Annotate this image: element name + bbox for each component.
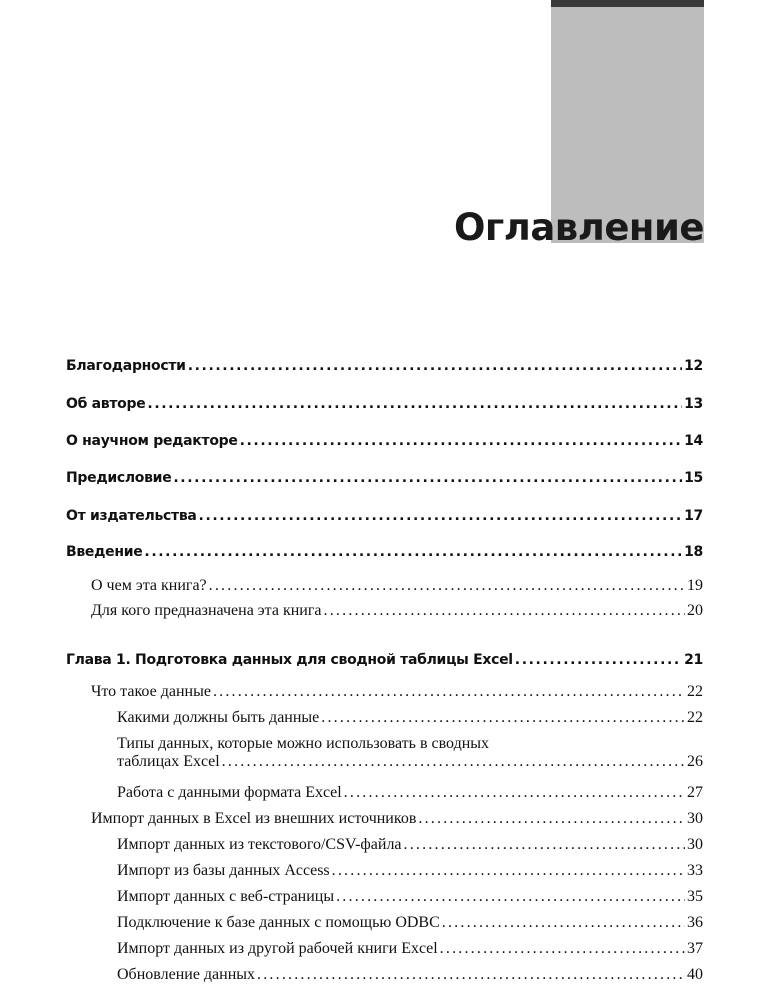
toc-leader-dots (144, 544, 682, 560)
toc-entry[interactable] (91, 577, 703, 595)
toc-entry-page: 19 (687, 577, 703, 594)
toc-entry-label: Подключение к базе данных с помощью ODBC (117, 914, 440, 931)
toc-entry[interactable] (66, 508, 703, 524)
toc-entry-label-line1: Типы данных, которые можно использовать в сводных (117, 735, 490, 752)
toc-leader-dots (321, 709, 685, 727)
toc-entry-label: Предисловие (66, 470, 172, 486)
toc-entry[interactable] (66, 433, 703, 449)
toc-leader-dots (344, 784, 685, 802)
toc-entry-page: 18 (684, 544, 703, 560)
toc-entry-page: 20 (687, 602, 703, 619)
toc-leader-dots (442, 914, 685, 932)
toc-leader-dots (173, 470, 682, 486)
toc-entry-page: 21 (684, 652, 703, 668)
toc-entry-label: Импорт данных в Excel из внешних источников (91, 810, 417, 827)
toc-entry-page: 26 (687, 753, 703, 770)
toc-entry[interactable] (66, 544, 703, 560)
toc-entry-label: Глава 1. Подготовка данных для сводной таблицы Excel (66, 652, 513, 668)
toc-entry-page: 13 (684, 396, 703, 412)
toc-entry-label: Введение (66, 544, 143, 560)
toc-entry[interactable] (117, 784, 703, 802)
toc-leader-dots (418, 810, 685, 828)
toc-leader-dots (147, 396, 682, 412)
header-top-bar (551, 0, 704, 7)
toc-entry-label: Импорт данных из другой рабочей книги Excel (117, 940, 438, 957)
toc-entry-page: 37 (687, 940, 703, 957)
toc-entry-label-line2: таблицах Excel (117, 753, 220, 770)
toc-entry-page: 40 (687, 966, 703, 983)
toc-entry[interactable] (66, 358, 703, 374)
toc-entry-page: 14 (684, 433, 703, 449)
toc-entry-label: О чем эта книга? (91, 577, 207, 594)
toc-entry-page: 33 (687, 862, 703, 879)
toc-leader-dots (324, 602, 685, 620)
toc-entry-label: Работа с данными формата Excel (117, 784, 342, 801)
toc-entry[interactable] (117, 836, 703, 854)
toc-leader-dots (199, 508, 683, 524)
toc-leader-dots (336, 888, 685, 906)
toc-entry[interactable] (117, 862, 703, 880)
toc-entry-label: Импорт из базы данных Access (117, 862, 330, 879)
toc-entry-chapter[interactable] (66, 652, 703, 668)
toc-entry-label: Благодарности (66, 358, 186, 374)
toc-entry-label: Импорт данных с веб-страницы (117, 888, 335, 905)
toc-entry-page: 15 (684, 470, 703, 486)
toc-entry-label: О научном редакторе (66, 433, 238, 449)
toc-entry-label: Обновление данных (117, 966, 256, 983)
toc-entry[interactable] (117, 888, 703, 906)
toc-entry[interactable] (117, 709, 703, 727)
toc-entry[interactable] (117, 966, 703, 984)
toc-leader-dots (209, 577, 685, 595)
toc-entry-page: 22 (687, 683, 703, 700)
toc-leader-dots (213, 683, 685, 701)
toc-entry-line2 (117, 753, 703, 771)
toc-entry-label: Для кого предназначена эта книга (91, 602, 322, 619)
page-title: Оглавление (453, 206, 704, 249)
toc-entry-label: Импорт данных из текстового/CSV-файла (117, 836, 402, 853)
toc-entry-label: От издательства (66, 508, 197, 524)
toc-entry-label: Что такое данные (91, 683, 211, 700)
toc-entry-label: Об авторе (66, 396, 146, 412)
toc-leader-dots (404, 836, 685, 854)
toc-entry[interactable] (91, 602, 703, 620)
toc-entry[interactable] (117, 735, 703, 771)
toc-entry[interactable] (91, 683, 703, 701)
toc-leader-dots (515, 652, 682, 668)
toc-entry-page: 12 (684, 358, 703, 374)
toc-entry[interactable] (91, 810, 703, 828)
toc-entry-page: 17 (684, 508, 703, 524)
toc-entry-page: 30 (687, 836, 703, 853)
toc-leader-dots (240, 433, 683, 449)
toc-entry-label: Какими должны быть данные (117, 709, 320, 726)
toc-entry[interactable] (66, 470, 703, 486)
toc-entry-page: 35 (687, 888, 703, 905)
toc-entry[interactable] (66, 396, 703, 412)
toc-entry-page: 27 (687, 784, 703, 801)
toc-leader-dots (332, 862, 685, 880)
toc-entry-page: 22 (687, 709, 703, 726)
toc-entry[interactable] (117, 940, 703, 958)
toc-leader-dots (440, 940, 685, 958)
toc-entry-page: 36 (687, 914, 703, 931)
toc-entry-page: 30 (687, 810, 703, 827)
toc-leader-dots (188, 358, 682, 374)
toc-entry[interactable] (117, 914, 703, 932)
toc-leader-dots (257, 966, 685, 984)
toc-leader-dots (222, 753, 685, 771)
